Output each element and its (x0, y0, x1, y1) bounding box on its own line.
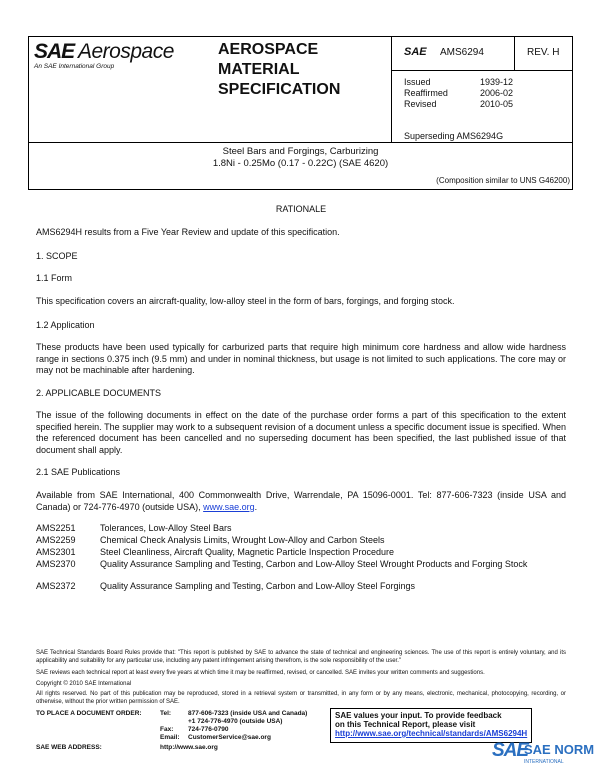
reaffirmed-date: 2006-02 (480, 88, 514, 98)
reference-code: AMS2372 (36, 581, 76, 591)
reference-code: AMS2301 (36, 547, 76, 557)
section-application-text: These products have been used typically for carburized parts that require high minimum core hardness and allow wide hardness range in sections 0.375 inch (9.5 mm) and under in nominal thickness, but usage is not limited to such applications. The core may or may not be machinable after hardening. (36, 342, 566, 375)
web-label: SAE WEB ADDRESS: (36, 744, 102, 751)
logo-subtitle: An SAE International Group (34, 63, 115, 70)
web-address[interactable]: http://www.sae.org (160, 744, 218, 751)
rationale-text: AMS6294H results from a Five Year Review and update of this specification. (36, 227, 340, 237)
footer-rights: All rights reserved. No part of this publication may be reproduced, stored in a retrieval system or transmitted, in any form or by any means, electronic, mechanical, photocopying, recording, or otherwise, without the prior written permission of SAE. (36, 691, 566, 705)
composition-note: (Composition similar to UNS G46200) (436, 176, 570, 185)
document-dates: Issued 1939-12 Reaffirmed 2006-02 Revised 2010-05 (404, 77, 514, 109)
tel-inside: 877-606-7323 (inside USA and Canada) (188, 710, 308, 717)
reference-code: AMS2370 (36, 559, 76, 569)
feedback-box: SAE values your input. To provide feedback on this Technical Report, please visit http://www.sae.org/technical/standards/AMS6294H (330, 708, 532, 743)
footer-rules: SAE Technical Standards Board Rules provide that: "This report is published by SAE to advance the state of technical and engineering sciences. The use of this report is entirely voluntary, and its applicability and suitability for any particular use, including any patent infringement arising therefrom, is the sole responsibility of the user." (36, 650, 566, 664)
email-label: Email: (160, 734, 180, 741)
divider (391, 37, 392, 143)
tel-outside: +1 724-776-4970 (outside USA) (188, 718, 283, 725)
email-address[interactable]: CustomerService@sae.org (188, 734, 271, 741)
spec-title-line1: Steel Bars and Forgings, Carburizing (222, 146, 379, 157)
reference-title: Chemical Check Analysis Limits, Wrought Low-Alloy and Carbon Steels (100, 535, 385, 545)
section-form-heading: 1.1 Form (36, 273, 73, 283)
reference-code: AMS2251 (36, 523, 76, 533)
tel-label: Tel: (160, 710, 172, 717)
fax-number: 724-776-0790 (188, 726, 229, 733)
rationale-heading: RATIONALE (275, 204, 327, 214)
superseding-note: Superseding AMS6294G (404, 131, 504, 141)
revision-label: REV. H (527, 47, 560, 58)
sae-small-logo: SAE (404, 46, 427, 58)
section-form-text: This specification covers an aircraft-quality, low-alloy steel in the form of bars, forgings, and forging stock. (36, 296, 455, 306)
section-scope-heading: 1. SCOPE (36, 251, 78, 261)
sae-logo: SAE (34, 40, 75, 63)
reference-title: Steel Cleanliness, Aircraft Quality, Magnetic Particle Inspection Procedure (100, 547, 394, 557)
section-application-heading: 1.2 Application (36, 320, 95, 330)
revised-date: 2010-05 (480, 99, 514, 109)
section-sae-publications-heading: 2.1 SAE Publications (36, 467, 121, 477)
issued-date: 1939-12 (480, 77, 514, 87)
fax-label: Fax: (160, 726, 174, 733)
feedback-link[interactable]: http://www.sae.org/technical/standards/AMS6294H (335, 729, 528, 738)
document-number: AMS6294 (440, 47, 484, 58)
watermark-norm: SAE NORM (524, 742, 595, 757)
spec-title-line2: 1.8Ni - 0.25Mo (0.17 - 0.22C) (SAE 4620) (212, 158, 389, 169)
section-documents-heading: 2. APPLICABLE DOCUMENTS (36, 388, 162, 398)
divider (514, 37, 515, 70)
reference-title: Tolerances, Low-Alloy Steel Bars (100, 523, 232, 533)
reference-title: Quality Assurance Sampling and Testing, Carbon and Low-Alloy Steel Wrought Products and Forging Stock (100, 559, 528, 569)
document-type-title: AEROSPACE MATERIAL SPECIFICATION (218, 41, 341, 98)
footer-copyright: Copyright © 2010 SAE International (36, 681, 132, 687)
footer-review: SAE reviews each technical report at least every five years at which time it may be reaffirmed, revised, or cancelled. SAE invites your written comments and suggestions. (36, 670, 485, 676)
order-label: TO PLACE A DOCUMENT ORDER: (36, 710, 142, 717)
watermark-sae-logo: SAE (492, 740, 529, 761)
section-documents-text: The issue of the following documents in effect on the date of the purchase order forms a part of this specification to the extent specified herein. The supplier may work to a subsequent revision of a document unless a specific document issue is specified. When the referenced document has been cancelled and no superseding document has been specified, the last published issue of that document shall apply. (36, 410, 566, 455)
watermark-sub: INTERNATIONAL (524, 759, 564, 765)
divider (391, 70, 573, 71)
reference-title: Quality Assurance Sampling and Testing, Carbon and Low-Alloy Steel Forgings (100, 581, 416, 591)
section-sae-publications-text: Available from SAE International, 400 Commonwealth Drive, Warrendale, PA 15096-0001. Tel: 877-606-7323 (inside USA and Canada) or 724-776-4970 (outside USA), www.sae.org. (36, 490, 566, 512)
aerospace-logo-text: Aerospace (78, 40, 174, 63)
sae-website-link[interactable]: www.sae.org (203, 501, 255, 512)
reference-code: AMS2259 (36, 535, 76, 545)
